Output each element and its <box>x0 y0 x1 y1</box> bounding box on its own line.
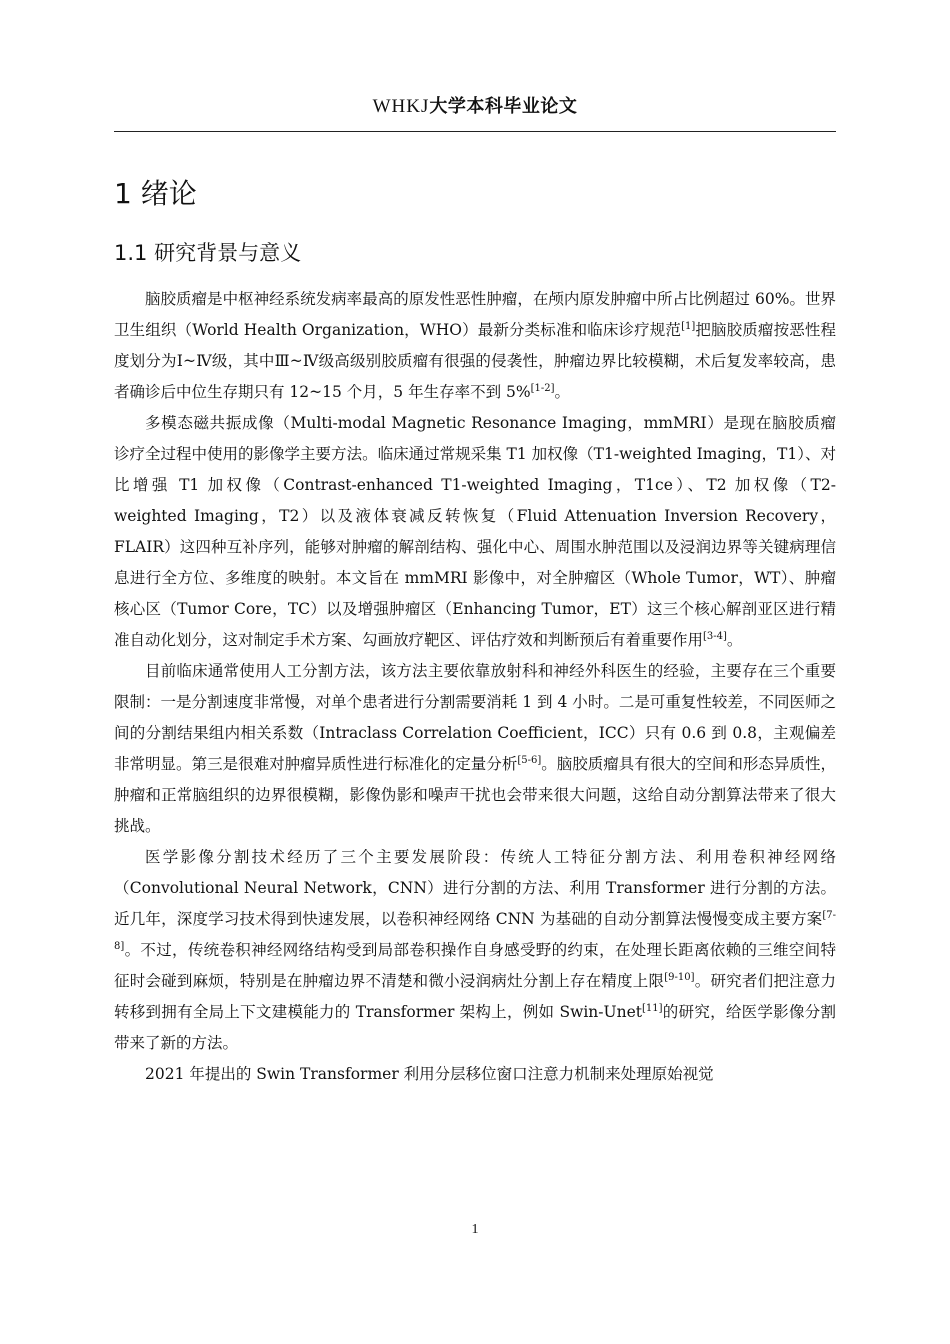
citation-mark: [3-4] <box>703 631 727 642</box>
citation-mark: [1-2] <box>530 383 555 394</box>
header-latin-text: WHKJ <box>372 96 430 117</box>
paragraph <box>114 1059 836 1090</box>
paragraph <box>114 408 836 656</box>
chapter-title: 1 绪论 <box>114 177 197 210</box>
paragraph-text: 把脑胶质瘤按恶性程度划分为Ⅰ~Ⅳ级，其中Ⅲ~Ⅳ级高级别胶质瘤有很强的侵袭性，肿瘤边界比较模糊，术后复发率较高，患者确诊后中位生存期只有 12~15 个月，5 年生存率不到 5% <box>114 321 836 401</box>
citation-mark: [9-10] <box>664 972 695 983</box>
paragraph-text: 的研究，给医学影像分割带来了新的方法。 <box>114 1003 836 1052</box>
paragraph <box>114 842 836 1059</box>
paragraph-text: 。不过，传统卷积神经网络结构受到局部卷积操作自身感受野的约束，在处理长距离依赖的三维空间特征时会碰到麻烦，特别是在肿瘤边界不清楚和微小浸润病灶分割上存在精度上限 <box>114 941 836 990</box>
body-text <box>114 284 836 1090</box>
paragraph-text: 多模态磁共振成像（Multi-modal Magnetic Resonance Imaging，mmMRI）是现在脑胶质瘤诊疗全过程中使用的影像学主要方法。临床通过常规采集 T1 加权像（T1-weighted Imaging，T1）、对比增强 T1 加权像（Contrast-enhanced T1-weighted Imaging，T1ce）、T2 加权像（T2-weighted Imaging，T2）以及液体衰减反转恢复（Fluid Attenuation Inversion Recovery，FLAIR）这四种互补序列，能够对肿瘤的解剖结构、强化中心、周围水肿范围以及浸润边界等关键病理信息进行全方位、多维度的映射。本文旨在 mmMRI 影像中，对全肿瘤区（Whole Tumor，WT）、肿瘤核心区（Tumor Core，TC）以及增强肿瘤区（Enhancing Tumor，ET）这三个核心解剖亚区进行精准自动化划分，这对制定手术方案、勾画放疗靶区、评估疗效和判断预后有着重要作用 <box>114 414 836 649</box>
citation-mark: [5-6] <box>517 755 542 766</box>
header-divider <box>114 131 836 132</box>
section-title: 1.1 研究背景与意义 <box>114 241 302 265</box>
paragraph-text: 脑胶质瘤是中枢神经系统发病率最高的原发性恶性肿瘤，在颅内原发肿瘤中所占比例超过 60%。世界卫生组织（World Health Organization，WHO）最新分类标准和临床诊疗规范 <box>114 290 836 339</box>
paragraph-text: 医学影像分割技术经历了三个主要发展阶段：传统人工特征分割方法、利用卷积神经网络（Convolutional Neural Network，CNN）进行分割的方法、利用 Transformer 进行分割的方法。近几年，深度学习技术得到快速发展，以卷积神经网络 CNN 为基础的自动分割算法慢慢变成主要方案 <box>114 848 836 928</box>
paragraph-text: 。脑胶质瘤具有很大的空间和形态异质性，肿瘤和正常脑组织的边界很模糊，影像伪影和噪声干扰也会带来很大问题，这给自动分割算法带来了很大挑战。 <box>114 755 836 835</box>
page-number: 1 <box>471 1222 479 1237</box>
paragraph-text: 。 <box>554 383 571 401</box>
citation-mark: [11] <box>641 1003 663 1014</box>
citation-mark: [7-8] <box>114 910 836 952</box>
paragraph-text: 。研究者们把注意力转移到拥有全局上下文建模能力的 Transformer 架构上，例如 Swin-Unet <box>114 972 836 1021</box>
paragraph-text: 目前临床通常使用人工分割方法，该方法主要依靠放射科和神经外科医生的经验，主要存在三个重要限制：一是分割速度非常慢，对单个患者进行分割需要消耗 1 到 4 小时。二是可重复性较差，不同医师之间的分割结果组内相关系数（Intraclass Correlation Coefficient，ICC）只有 0.6 到 0.8，主观偏差非常明显。第三是很难对肿瘤异质性进行标准化的定量分析 <box>114 662 836 773</box>
paragraph <box>114 284 836 408</box>
paragraph <box>114 656 836 842</box>
running-header <box>114 92 836 118</box>
header-title-text: 大学本科毕业论文 <box>429 96 578 117</box>
citation-mark: [1] <box>681 321 696 332</box>
paragraph-text: 2021 年提出的 Swin Transformer 利用分层移位窗口注意力机制来处理原始视觉 <box>145 1065 714 1083</box>
paragraph-text: 。 <box>726 631 743 649</box>
